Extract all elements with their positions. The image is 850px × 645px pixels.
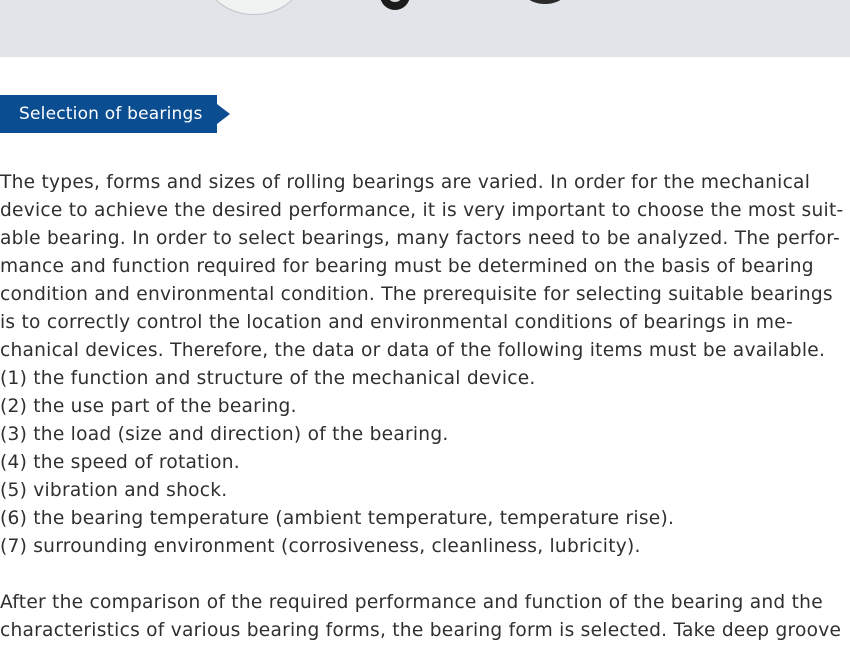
bearing-ring-image [513,0,577,4]
text-line: mance and function required for bearing must be determined on the basis of bearing [0,256,814,277]
bearing-disc-image [198,0,310,15]
text-line: device to achieve the desired performance, it is very important to choose the most suit- [0,200,844,221]
text-line: chanical devices. Therefore, the data or data of the following items must be available. [0,340,826,361]
article-body [0,169,850,645]
text-line: characteristics of various bearing forms, the bearing form is selected. Take deep groove [0,620,842,641]
text-line: After the comparison of the required performance and function of the bearing and the [0,592,823,613]
text-line: The types, forms and sizes of rolling bearings are varied. In order for the mechanical [0,172,811,193]
section-title-tag [0,95,217,133]
list-item: (4) the speed of rotation. [0,452,240,473]
list-item: (5) vibration and shock. [0,480,228,501]
section-title: Selection of bearings [19,104,203,124]
list-item: (6) the bearing temperature (ambient temperature, temperature rise). [0,508,675,529]
list-item: (3) the load (size and direction) of the bearing. [0,424,449,445]
text-line: condition and environmental condition. The prerequisite for selecting suitable bearings [0,284,833,305]
list-item: (7) surrounding environment (corrosiveness, cleanliness, lubricity). [0,536,641,557]
list-item: (1) the function and structure of the mechanical device. [0,368,536,389]
product-image-banner [0,0,850,57]
closing-paragraph [0,589,850,645]
bearing-roller-image [380,0,410,10]
text-line: able bearing. In order to select bearings, many factors need to be analyzed. The perfor- [0,228,840,249]
intro-paragraph [0,169,850,365]
list-item: (2) the use part of the bearing. [0,396,297,417]
text-line: is to correctly control the location and environmental conditions of bearings in me- [0,312,793,333]
